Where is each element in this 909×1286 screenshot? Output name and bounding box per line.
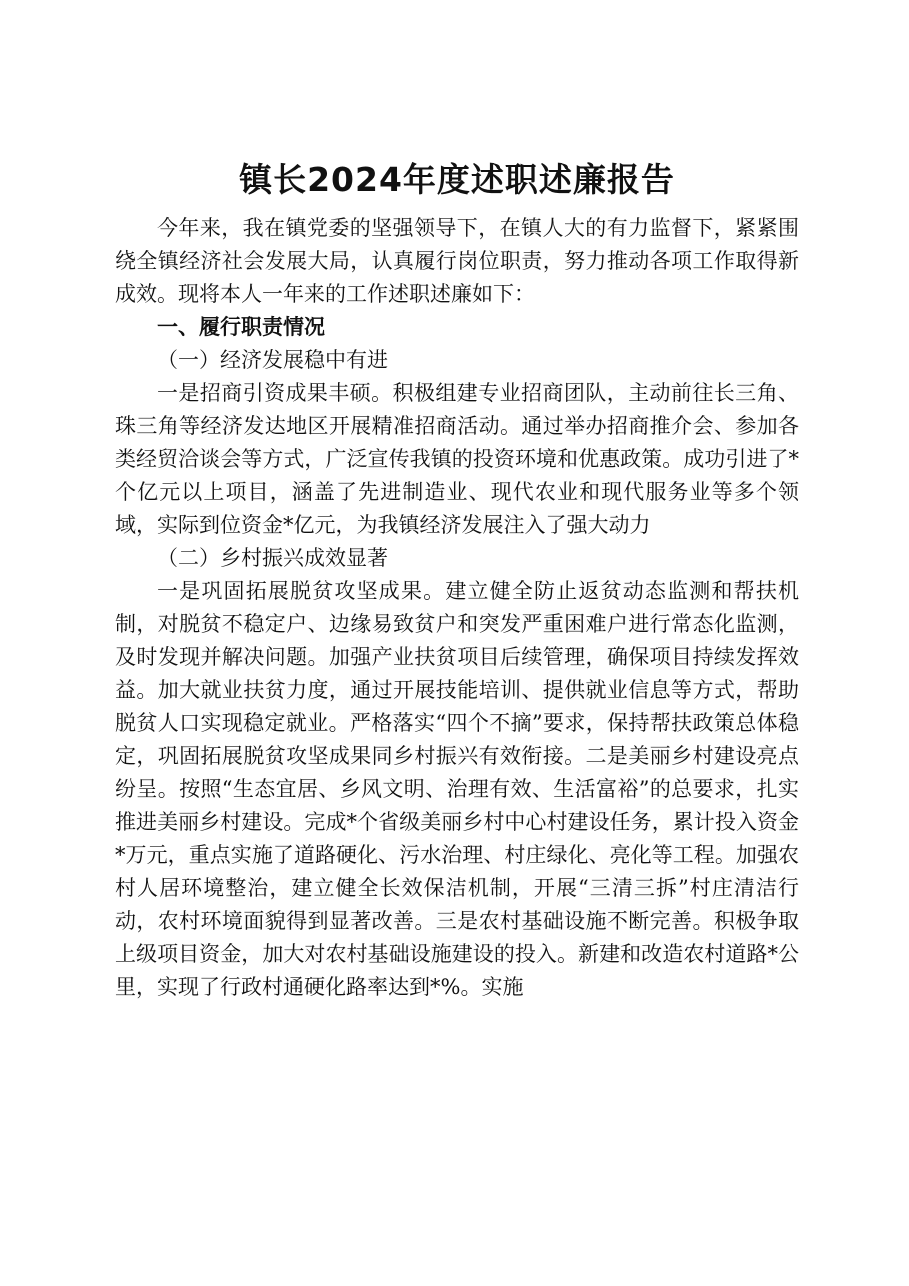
intro-paragraph: 今年来，我在镇党委的坚强领导下，在镇人大的有力监督下，紧紧围绕全镇经济社会发展大局，认真履行岗位职责，努力推动各项工作取得新成效。现将本人一年来的工作述职述廉如下： bbox=[115, 216, 799, 306]
economy-paragraph: 一是招商引资成果丰硕。积极组建专业招商团队，主动前往长三角、珠三角等经济发达地区开展精准招商活动。通过举办招商推介会、参加各类经贸洽谈会等方式，广泛宣传我镇的投资环境和优惠政策。成功引进了*个亿元以上项目，涵盖了先进制造业、现代农业和现代服务业等多个领域，实际到位资金*亿元，为我镇经济发展注入了强大动力 bbox=[115, 381, 799, 537]
subsection-heading-economy: （一）经济发展稳中有进 bbox=[157, 348, 388, 372]
section-heading-duties: 一、履行职责情况 bbox=[157, 315, 325, 339]
subsection-heading-rural: （二）乡村振兴成效显著 bbox=[157, 546, 388, 570]
document-title: 镇长2024年度述职述廉报告 bbox=[239, 160, 675, 199]
rural-paragraph: 一是巩固拓展脱贫攻坚成果。建立健全防止返贫动态监测和帮扶机制，对脱贫不稳定户、边缘易致贫户和突发严重困难户进行常态化监测，及时发现并解决问题。加强产业扶贫项目后续管理，确保项目持续发挥效益。加大就业扶贫力度，通过开展技能培训、提供就业信息等方式，帮助脱贫人口实现稳定就业。严格落实“四个不摘”要求，保持帮扶政策总体稳定，巩固拓展脱贫攻坚成果同乡村振兴有效衔接。二是美丽乡村建设亮点纷呈。按照“生态宜居、乡风文明、治理有效、生活富裕”的总要求，扎实推进美丽乡村建设。完成*个省级美丽乡村中心村建设任务，累计投入资金*万元，重点实施了道路硬化、污水治理、村庄绿化、亮化等工程。加强农村人居环境整治，建立健全长效保洁机制，开展“三清三拆”村庄清洁行动，农村环境面貌得到显著改善。三是农村基础设施不断完善。积极争取上级项目资金，加大对农村基础设施建设的投入。新建和改造农村道路*公里，实现了行政村通硬化路率达到*%。实施 bbox=[115, 579, 799, 999]
